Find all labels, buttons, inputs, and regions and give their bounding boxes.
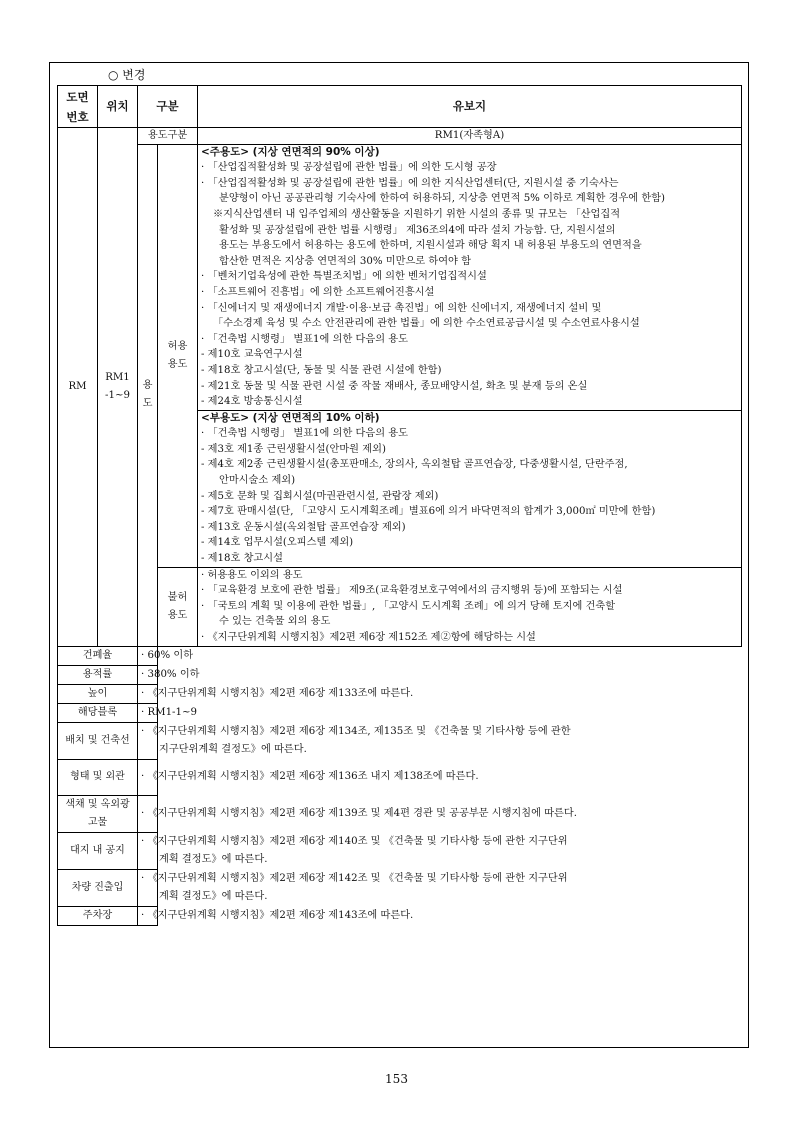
prohibited-label: 불허용도 [158, 567, 198, 646]
text-line: 안마시술소 제외) [219, 475, 296, 487]
row-label: 해당블록 [58, 703, 138, 722]
row-value [138, 832, 568, 869]
text-line: · 《지구단위계획 시행지침》제2편 제6장 제142조 및 《건축물 및 기타사항 등에 관한 지구단위 [141, 872, 568, 884]
header-plan-no: 도면번호 [58, 86, 98, 128]
prohibited-use-cell [198, 567, 742, 646]
text-line: - 제24호 방송통신시설 [201, 396, 303, 408]
text-line: · 《지구단위계획 시행지침》제2편 제6장 제152조 제②항에 해당하는 시설 [201, 632, 536, 643]
table-row [58, 906, 742, 925]
primary-use-cell [198, 144, 742, 410]
text-line: - 제14호 업무시설(오피스텔 제외) [201, 537, 354, 549]
text-line: · 「벤처기업육성에 관한 특별조치법」에 의한 벤처기업집적시설 [201, 271, 487, 283]
text-line: 용도는 부용도에서 허용하는 용도에 한하며, 지원시설과 해당 획지 내 허용된 부용도의 연면적을 [219, 240, 642, 252]
row-value [138, 665, 200, 684]
text-line: - 제18호 창고시설(단, 동물 및 식물 관련 시설에 한함) [201, 364, 442, 376]
table-row [58, 759, 742, 795]
page-number: 153 [385, 1072, 408, 1086]
table-row [58, 665, 742, 684]
text-line: · 《지구단위계획 시행지침》제2편 제6장 제139조 및 제4편 경관 및 공공부문 시행지침에 따른다. [141, 807, 577, 819]
text-line: · 「건축법 시행령」 별표1에 의한 다음의 용도 [201, 428, 408, 440]
use-classification-value: RM1(자족형A) [198, 128, 742, 145]
row-value [138, 684, 414, 703]
row-label: 색채 및 옥외광고물 [58, 795, 138, 832]
table-row [58, 869, 742, 906]
row-value [138, 795, 577, 832]
text-line: - 제18호 창고시설 [201, 553, 283, 565]
section-label: ○ 변경 [108, 68, 146, 82]
table-row [58, 722, 742, 759]
secondary-use-cell [198, 410, 742, 567]
text-line: · 60% 이하 [141, 649, 194, 661]
text-line: · 「산업집적활성화 및 공장설립에 관한 법률」에 의한 도시형 공장 [201, 162, 497, 174]
text-line: - 제13호 운동시설(옥외철탑 골프연습장 제외) [201, 521, 406, 533]
text-line: · 《지구단위계획 시행지침》제2편 제6장 제136조 내지 제138조에 따른다. [141, 771, 479, 783]
row-label: 용적률 [58, 665, 138, 684]
prohibited-use-lines [201, 568, 738, 646]
header-guideline: 유보지 [198, 86, 742, 128]
row-label: 형태 및 외관 [58, 759, 138, 795]
text-line: · 《지구단위계획 시행지침》제2편 제6장 제134조, 제135조 및 《건축물 및 기타사항 등에 관한 [141, 725, 571, 737]
text-line: · 380% 이하 [141, 668, 200, 680]
text-line: · 「소프트웨어 진흥법」에 의한 소프트웨어진흥시설 [201, 286, 435, 298]
row-label: 차량 진출입 [58, 869, 138, 906]
row-label: 건폐율 [58, 646, 138, 665]
text-line: · 《지구단위계획 시행지침》제2편 제6장 제133조에 따른다. [141, 687, 414, 699]
text-line: 계획 결정도》에 따른다. [159, 890, 268, 902]
text-line: - 제4호 제2종 근린생활시설(총포판매소, 장의사, 옥외철탑 골프연습장, 다중생활시설, 단란주점, [201, 459, 628, 471]
header-category: 구분 [138, 86, 198, 128]
row-value [138, 869, 568, 906]
row-value [138, 759, 479, 795]
text-line: 활성화 및 공장설립에 관한 법률 시행령」 제36조의4에 따라 설치 가능함. 단, 지원시설의 [219, 224, 616, 236]
zoning-table [57, 85, 742, 926]
primary-use-title: <주용도> (지상 연면적의 90% 이상) [201, 145, 380, 158]
primary-use-lines [201, 160, 738, 410]
text-line: - 제10호 교육연구시설 [201, 349, 303, 361]
text-line: - 제3호 제1종 근린생활시설(안마원 제외) [201, 443, 386, 455]
row-label: 배치 및 건축선 [58, 722, 138, 759]
header-location: 위치 [98, 86, 138, 128]
row-value [138, 646, 194, 665]
secondary-use-lines [201, 426, 738, 566]
text-line: · 《지구단위계획 시행지침》제2편 제6장 제143조에 따른다. [141, 909, 414, 921]
text-line: · 「신에너지 및 재생에너지 개발·이용·보급 촉진법」에 의한 신에너지, 재생에너지 설비 및 [201, 302, 602, 314]
use-classification-label: 용도구분 [138, 128, 198, 145]
text-line: · 「산업집적활성화 및 공장설립에 관한 법률」에 의한 지식산업센터(단, 지원시설 중 기숙사는 [201, 177, 619, 189]
text-line: ※지식산업센터 내 입주업체의 생산활동을 지원하기 위한 시설의 종류 및 규모는 「산업집적 [213, 208, 621, 220]
text-line: 「수소경제 육성 및 수소 안전관리에 관한 법률」에 의한 수소연료공급시설 및 수소연료사용시설 [213, 318, 640, 330]
row-label: 대지 내 공지 [58, 832, 138, 869]
text-line: 합산한 면적은 지상층 연면적의 30% 미만으로 하여야 함 [219, 255, 471, 267]
text-line: - 제21호 동물 및 식물 관련 시설 중 작물 재배사, 종묘배양시설, 화초 및 분재 등의 온실 [201, 380, 588, 392]
text-line: · 《지구단위계획 시행지침》제2편 제6장 제140조 및 《건축물 및 기타사항 등에 관한 지구단위 [141, 835, 568, 847]
table-row [58, 795, 742, 832]
text-line: · RM1-1~9 [141, 706, 198, 718]
row-value [138, 703, 198, 722]
permitted-label: 허용용도 [158, 144, 198, 567]
text-line: - 제5호 문화 및 집회시설(마권관련시설, 관람장 제외) [201, 490, 439, 502]
table-row [58, 646, 742, 665]
table-row [58, 832, 742, 869]
text-line: · 「건축법 시행령」 별표1에 의한 다음의 용도 [201, 333, 408, 345]
table-row [58, 703, 742, 722]
row-value [138, 722, 571, 759]
text-line: 지구단위계획 결정도》에 따른다. [159, 743, 307, 755]
location-cell: RM1-1~9 [98, 128, 138, 647]
text-line: · 「교육환경 보호에 관한 법률」 제9조(교육환경보호구역에서의 금지행위 등)에 포함되는 시설 [201, 585, 623, 597]
text-line: · 허용용도 이외의 용도 [201, 569, 303, 581]
zone-cell: RM [58, 128, 98, 647]
text-line: - 제7호 판매시설(단, 「고양시 도시계획조례」별표6에 의거 바닥면적의 합계가 3,000㎡ 미만에 한함) [201, 506, 656, 518]
row-label: 높이 [58, 684, 138, 703]
row-label: 주차장 [58, 906, 138, 925]
use-label: 용도 [138, 144, 158, 646]
text-line: · 「국토의 계획 및 이용에 관한 법률」, 「고양시 도시계획 조례」에 의거 당해 토지에 건축할 [201, 600, 616, 612]
row-value [138, 906, 414, 925]
text-line: 수 있는 건축물 외의 용도 [219, 616, 331, 628]
text-line: 계획 결정도》에 따른다. [159, 853, 268, 865]
table-row [58, 684, 742, 703]
secondary-use-title: <부용도> (지상 연면적의 10% 이하) [201, 411, 380, 424]
text-line: 분양형이 아닌 공공관리형 기숙사에 한하여 허용하되, 지상층 연면적 5% 이하로 계획한 경우에 한함) [219, 193, 666, 205]
